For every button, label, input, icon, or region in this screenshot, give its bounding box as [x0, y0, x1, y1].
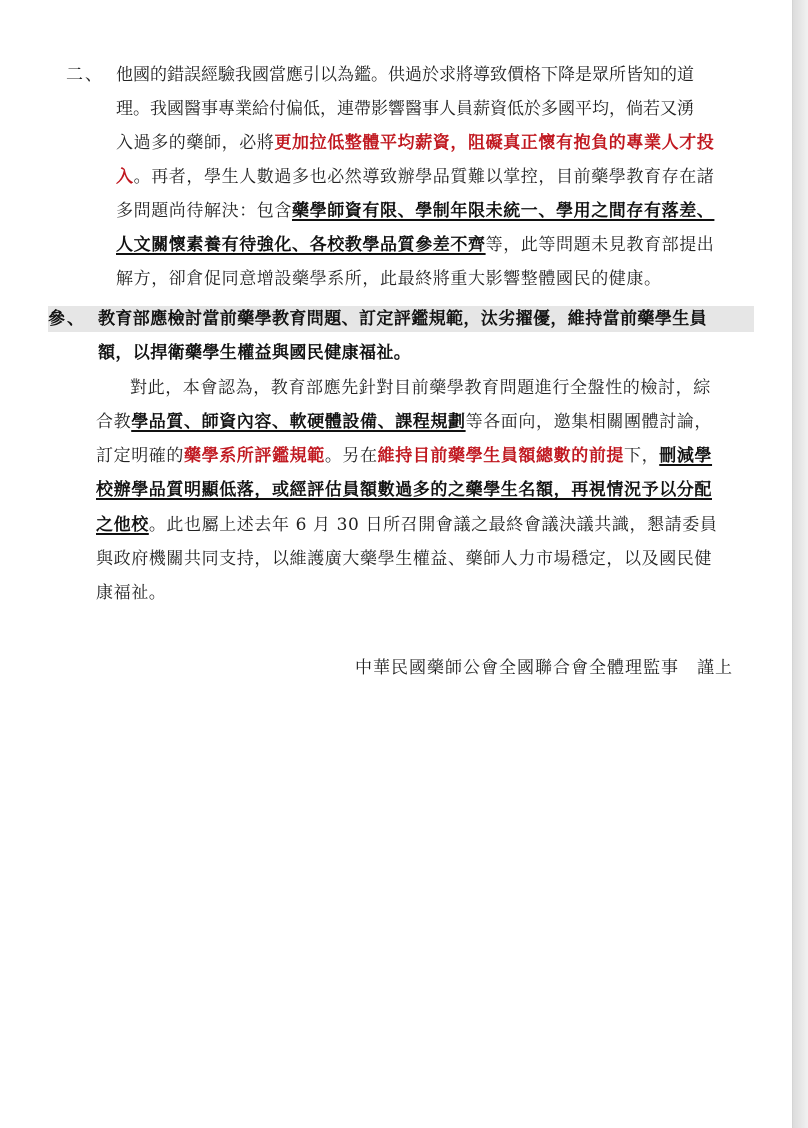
section-two-line-1: [116, 63, 751, 87]
text-segment: 他國的錯誤經驗我國當應引以為鑑。供過於求將導致價格下降是眾所皆知的道: [116, 65, 694, 85]
text-segment: 入過多的藥師，必將: [116, 133, 275, 153]
underlined-bold: 之他校: [96, 515, 149, 535]
section-two-line-7: [116, 267, 751, 291]
text-segment: 合教: [96, 412, 132, 432]
text-segment: 解方，卻倉促同意增設藥學系所，此最終將重大影響整體國民的健康。: [116, 269, 662, 289]
section-two-marker: 二、: [66, 65, 104, 85]
signature-line: 中華民國藥師公會全國聯合會全體理監事 謹上: [355, 658, 733, 678]
text-segment: 多問題尚待解決：包含: [116, 201, 292, 221]
underlined-bold: 刪減學: [659, 446, 713, 466]
section-three-line-4: [96, 478, 712, 502]
section-three-line-2: [96, 410, 712, 434]
section-two-line-5: [116, 199, 751, 223]
section-three-line-1: [130, 376, 711, 400]
underlined-bold: 學品質、師資內容、軟硬體設備、課程規劃: [131, 412, 466, 432]
section-three-line-6: [96, 547, 712, 571]
highlight-red: 維持目前藥學生員額總數的前提: [377, 446, 625, 466]
highlight-red: 更加拉低整體平均薪資，阻礙真正懷有抱負的專業人才投: [274, 133, 715, 153]
section-two-line-2: [116, 97, 751, 121]
section-two-line-4: [116, 165, 751, 189]
text-segment: 康福祉。: [96, 583, 167, 603]
highlight-red: 入: [116, 167, 134, 187]
text-segment: 與政府機關共同支持，以維護廣大藥學生權益、藥師人力市場穩定，以及國民健: [96, 549, 712, 569]
underlined-bold: 校辦學品質明顯低落，或經評估員額數過多的之藥學生名額，再視情況予以分配: [96, 480, 712, 500]
text-segment: 等各面向，邀集相關團體討論，: [465, 412, 713, 432]
section-two-line-3: [116, 131, 751, 155]
section-three-line-7: [96, 581, 166, 605]
section-three-heading-line-2: 額，以捍衛藥學生權益與國民健康福祉。: [98, 343, 412, 363]
section-three-line-5: [96, 513, 717, 537]
underlined-bold: 人文關懷素養有待強化、各校教學品質參差不齊: [116, 235, 486, 255]
page-edge-shadow: [793, 0, 808, 1128]
text-segment: 。此也屬上述去年 6 月 30 日所召開會議之最終會議決議共識，懇請委員: [148, 515, 718, 535]
highlight-red: 藥學系所評鑑規範: [184, 446, 325, 466]
text-segment: 。再者，學生人數過多也必然導致辦學品質難以掌控，目前藥學教育存在諸: [133, 167, 715, 187]
text-segment: 對此，本會認為，教育部應先針對目前藥學教育問題進行全盤性的檢討，綜: [130, 378, 711, 398]
text-segment: 訂定明確的: [96, 446, 184, 466]
section-three-marker: 參、: [48, 309, 86, 329]
underlined-bold: 藥學師資有限、學制年限未統一、學用之間存有落差、: [292, 201, 715, 221]
text-segment: 理。我國醫事專業給付偏低，連帶影響醫事人員薪資低於多國平均，倘若又湧: [116, 99, 694, 119]
text-segment: 下，: [624, 446, 660, 466]
section-two-line-6: [116, 233, 751, 257]
section-three-line-3: [96, 444, 712, 468]
text-segment: 等，此等問題未見教育部提出: [485, 235, 715, 255]
section-three-heading-line-1: 教育部應檢討當前藥學教育問題、訂定評鑑規範，汰劣擢優，維持當前藥學生員: [98, 309, 707, 329]
text-segment: 。另在: [324, 446, 378, 466]
